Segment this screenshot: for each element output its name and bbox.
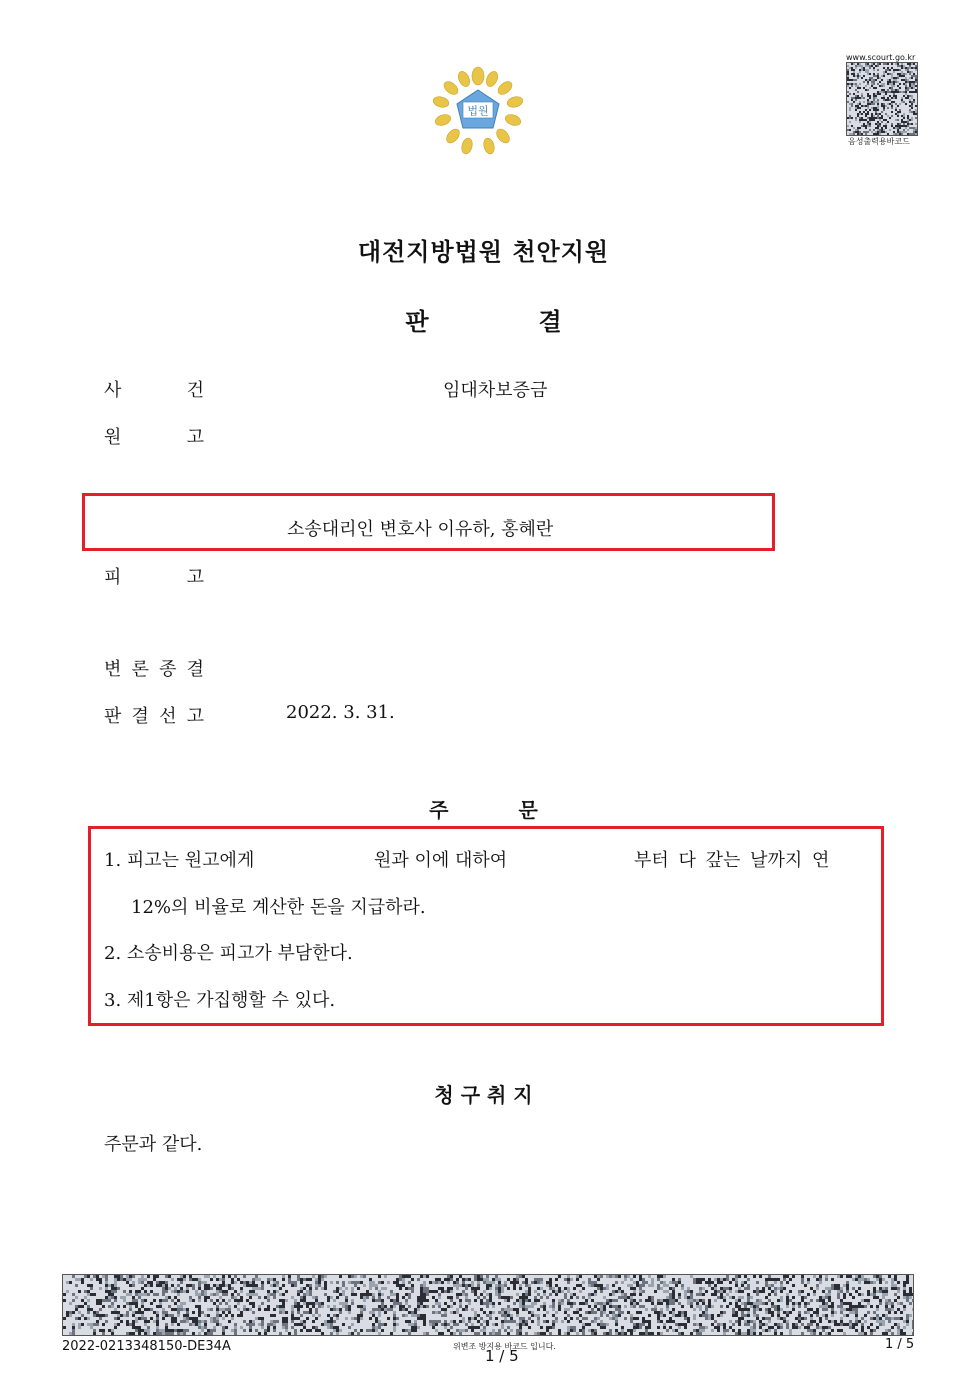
voice-output-barcode bbox=[846, 62, 918, 136]
case-value: 임대차보증금 bbox=[443, 380, 548, 401]
document-number: 2022-0213348150-DE34A bbox=[62, 1339, 231, 1354]
case-label: 사 건 bbox=[104, 380, 204, 401]
order-item-3: 3. 제1항은 가집행할 수 있다. bbox=[104, 990, 336, 1011]
judgment-date-label: 판 결 선 고 bbox=[104, 706, 204, 727]
argument-close-label: 변 론 종 결 bbox=[104, 659, 204, 680]
judgment-date-value: 2022. 3. 31. bbox=[286, 702, 395, 723]
doc-title bbox=[0, 302, 967, 337]
court-seal-icon bbox=[431, 66, 525, 158]
counsel-text: 소송대리인 변호사 이유하, 홍혜란 bbox=[287, 519, 554, 540]
seal-text: 법원 bbox=[467, 104, 489, 118]
court-name: 대전지방법원 천안지원 bbox=[357, 238, 610, 266]
order-heading: 주 문 bbox=[429, 798, 538, 822]
page-number-right: 1 / 5 bbox=[885, 1337, 915, 1352]
plaintiff-label: 원 고 bbox=[104, 427, 204, 448]
claim-text: 주문과 같다. bbox=[104, 1134, 203, 1155]
doc-title-char-2: 결 bbox=[538, 308, 562, 336]
barcode-caption: 음성출력용바코드 bbox=[848, 137, 910, 146]
order-item-2: 2. 소송비용은 피고가 부담한다. bbox=[104, 943, 353, 964]
order-item-1a: 1. 피고는 원고에게 bbox=[104, 850, 255, 871]
doc-title-char-1: 판 bbox=[405, 308, 429, 336]
order-item-1-cont: 12%의 비율로 계산한 돈을 지급하라. bbox=[131, 897, 426, 918]
order-item-1c: 부터 다 갚는 날까지 연 bbox=[634, 850, 830, 871]
page-number-center: 1 / 5 bbox=[485, 1347, 519, 1365]
barcode-note: 위변조 방지용 바코드 입니다. bbox=[453, 1342, 556, 1351]
claim-heading: 청 구 취 지 bbox=[434, 1083, 533, 1107]
scourt-url: www.scourt.go.kr bbox=[846, 53, 916, 62]
defendant-label: 피 고 bbox=[104, 567, 204, 588]
order-item-1b: 원과 이에 대하여 bbox=[374, 850, 508, 871]
anti-forgery-barcode bbox=[62, 1274, 914, 1336]
